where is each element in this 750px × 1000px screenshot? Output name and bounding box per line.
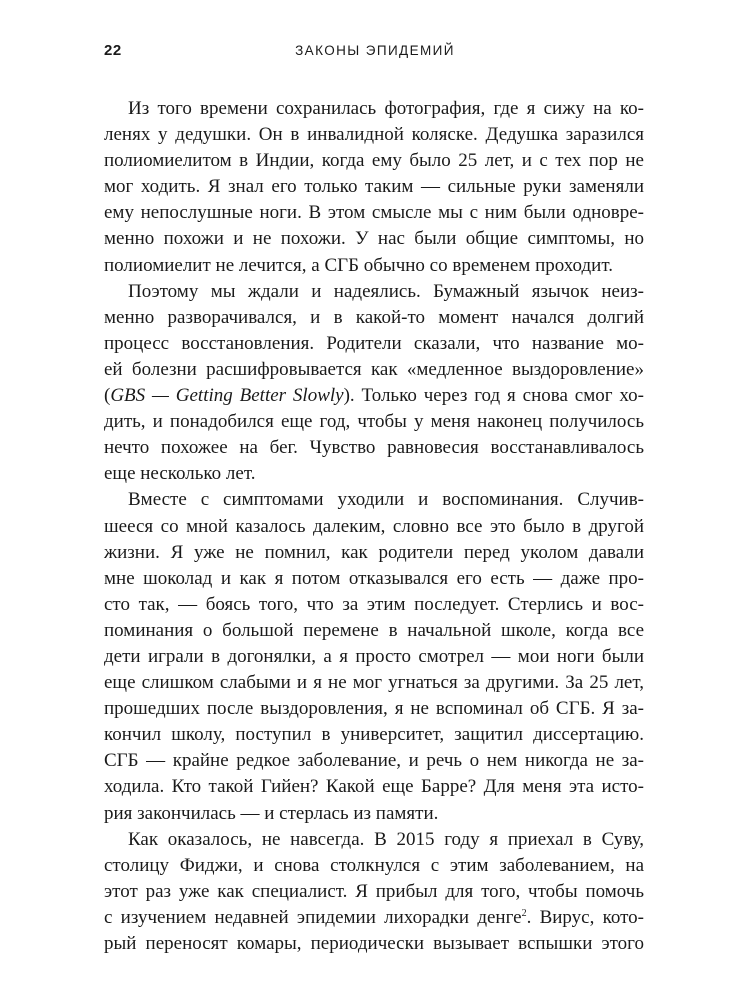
text-line: прошедших после выздоровления, я не вспоминал об СГБ. Я за- bbox=[104, 698, 644, 720]
text-line: ему непослушные ноги. В этом смысле мы с ним были одновре- bbox=[104, 202, 644, 224]
text-line: этот раз уже как специалист. Я прибыл для того, чтобы помочь bbox=[104, 880, 644, 902]
text-line: рый переносят комары, периодически вызывает вспышки этого bbox=[104, 933, 644, 954]
text-line: процесс восстановления. Родители сказали, что название мо- bbox=[104, 332, 644, 354]
text-line: менно похожи и не похожи. У нас были общие симптомы, но bbox=[104, 228, 644, 250]
text-line: дети играли в догонялки, а я просто смотрел — мои ноги были bbox=[104, 645, 644, 667]
text-run: с изучением недавней эпидемии лихорадки денге bbox=[104, 906, 522, 928]
text-line: Вместе с симптомами уходили и воспоминания. Случив- bbox=[128, 489, 644, 511]
text-line: еще несколько лет. bbox=[104, 463, 256, 485]
text-line: нечто похожее на бег. Чувство равновесия восстанавливалось bbox=[104, 437, 644, 459]
text-line: ей болезни расшифровывается как «медленное выздоровление» bbox=[104, 358, 644, 380]
text-line bbox=[104, 905, 644, 931]
text-line: жизни. Я уже не помнил, как родители перед уколом давали bbox=[104, 541, 644, 563]
paragraph bbox=[104, 96, 644, 279]
text-line: рия закончилась — и стерлась из памяти. bbox=[104, 802, 439, 824]
text-line: полиомиелитом в Индии, когда ему было 25 лет, и с тех пор не bbox=[104, 150, 644, 172]
text-line: СГБ — крайне редкое заболевание, и речь о нем никогда не за- bbox=[104, 750, 644, 772]
text-line bbox=[104, 383, 644, 409]
text-line: шееся со мной казалось далеким, словно все это было в другой bbox=[104, 515, 644, 537]
text-line: столицу Фиджи, и снова столкнулся с этим заболеванием, на bbox=[104, 854, 644, 876]
text-line: поминания о большой перемене в начальной школе, когда все bbox=[104, 619, 644, 641]
text-line: ходила. Кто такой Гийен? Какой еще Барре? Для меня эта исто- bbox=[104, 776, 644, 798]
page-number: 22 bbox=[104, 42, 122, 59]
text-line: мне шоколад и как я потом отказывался его есть — даже про- bbox=[104, 567, 644, 589]
text-run: ). Только через год я снова смог хо- bbox=[343, 385, 644, 407]
paragraph bbox=[104, 279, 644, 488]
text-run: . Вирус, кото- bbox=[526, 906, 644, 928]
paragraph bbox=[104, 827, 644, 957]
text-line: менно разворачивался, и в какой-то момент начался долгий bbox=[104, 306, 644, 328]
text-line: еще слишком слабыми и я не мог угнаться за другими. За 25 лет, bbox=[104, 672, 644, 694]
text-line: кончил школу, поступил в университет, защитил диссертацию. bbox=[104, 724, 644, 746]
text-line: Поэтому мы ждали и надеялись. Бумажный язычок неиз- bbox=[128, 280, 644, 302]
text-run: ( bbox=[104, 385, 111, 407]
text-line: Как оказалось, не навсегда. В 2015 году я приехал в Суву, bbox=[128, 828, 644, 850]
text-line: ленях у дедушки. Он в инвалидной коляске. Дедушка заразился bbox=[104, 124, 644, 146]
footnote-marker[interactable]: 2 bbox=[521, 907, 527, 919]
text-line: дить, и понадобился еще год, чтобы у меня наконец получилось bbox=[104, 411, 644, 433]
text-line: Из того времени сохранилась фотография, где я сижу на ко- bbox=[128, 98, 644, 119]
running-head-title: ЗАКОНЫ ЭПИДЕМИЙ bbox=[295, 43, 455, 58]
text-line: мог ходить. Я знал его только таким — сильные руки заменяли bbox=[104, 176, 644, 198]
text-line: полиомиелит не лечится, а СГБ обычно со временем проходит. bbox=[104, 254, 613, 276]
italic-phrase: GBS — Getting Better Slowly bbox=[110, 385, 344, 407]
text-line: сто так, — боясь того, что за этим последует. Стерлись и вос- bbox=[104, 593, 644, 615]
body-text bbox=[104, 96, 644, 957]
paragraph bbox=[104, 487, 644, 826]
